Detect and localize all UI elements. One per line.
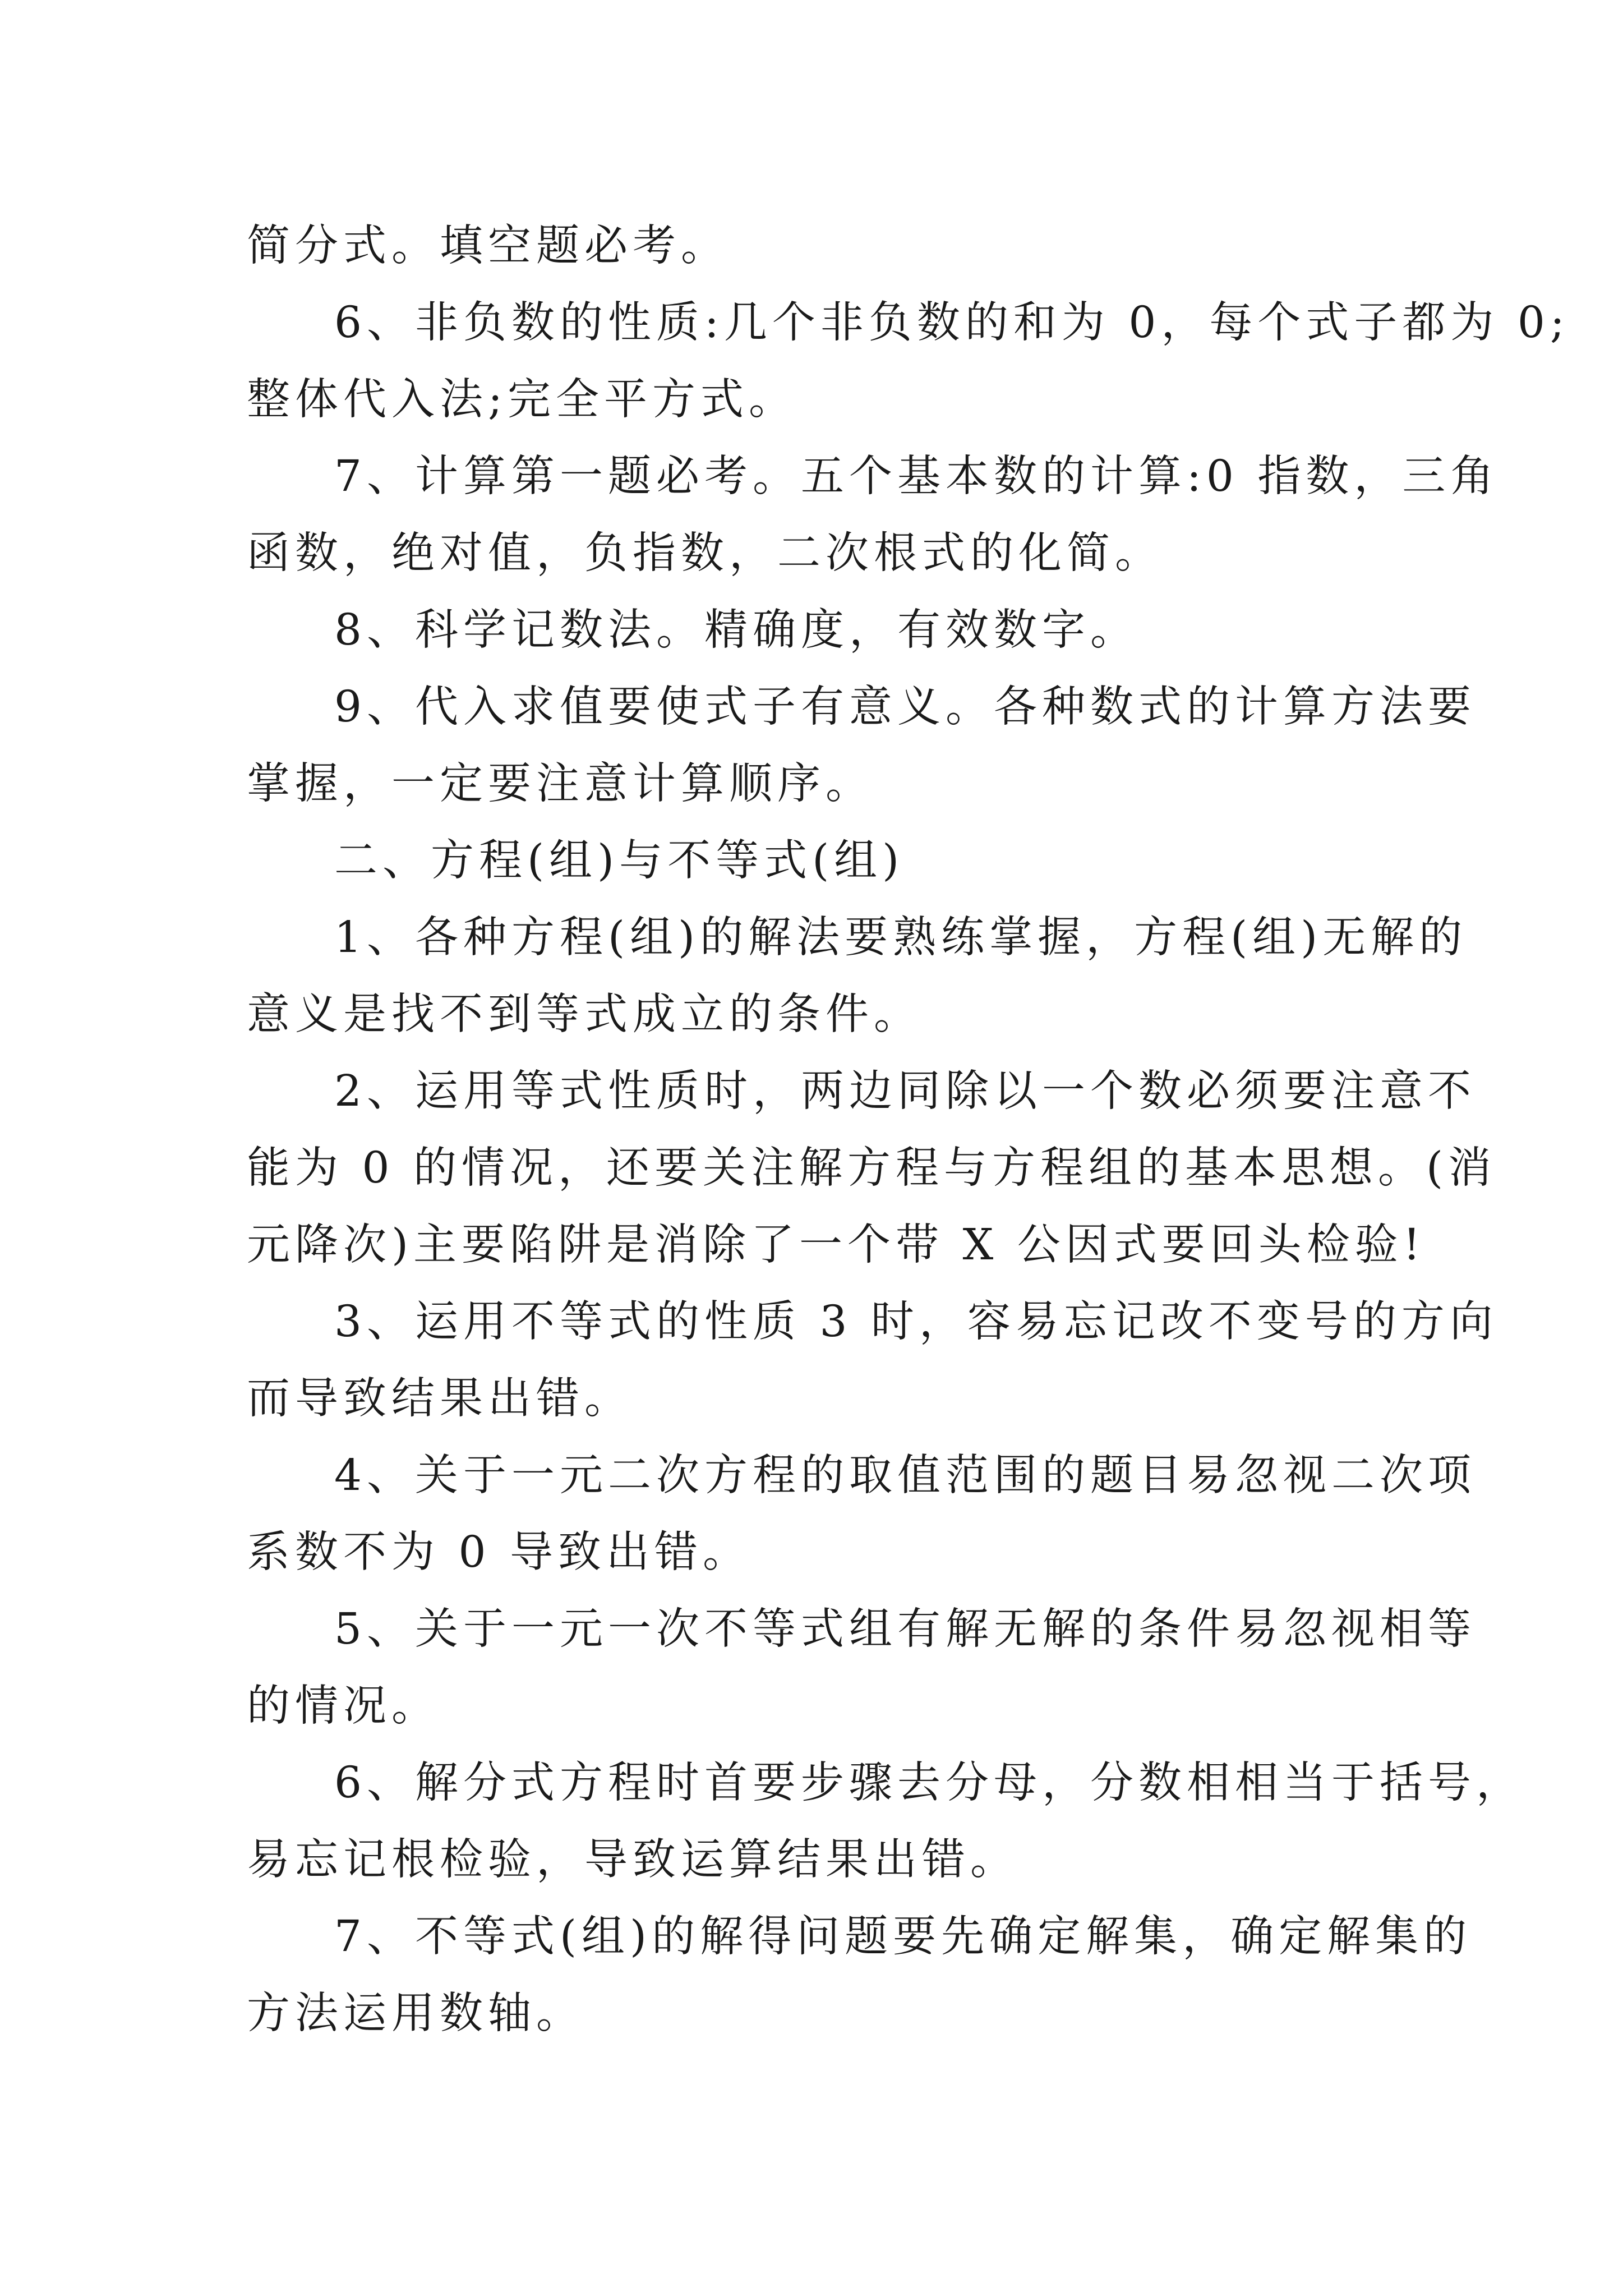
text-line: 3、运用不等式的性质 3 时，容易忘记改不变号的方向 [334, 1297, 1498, 1347]
text-line: 二、方程(组)与不等式(组) [334, 836, 905, 886]
paragraph [247, 208, 1391, 284]
document-body [247, 208, 1570, 2052]
text-line: 易忘记根检验，导致运算结果出错。 [247, 1835, 1018, 1885]
paragraph [247, 1898, 1472, 2052]
text-line: 函数，绝对值，负指数，二次根式的化简。 [247, 528, 1163, 578]
text-line: 4、关于一元二次方程的取值范围的题目易忽视二次项 [334, 1451, 1476, 1501]
paragraph [247, 822, 1391, 899]
paragraph [247, 1437, 1476, 1591]
text-line: 简分式。填空题必考。 [247, 221, 729, 271]
paragraph [247, 1591, 1476, 1745]
paragraph [247, 899, 1468, 1053]
text-line: 系数不为 0 导致出错。 [247, 1527, 751, 1577]
text-line: 7、计算第一题必考。五个基本数的计算:0 指数，三角 [334, 452, 1499, 501]
paragraph [247, 438, 1499, 592]
text-line: 9、代入求值要使式子有意义。各种数式的计算方法要 [334, 682, 1476, 732]
text-line: 整体代入法;完全平方式。 [247, 375, 797, 425]
text-line: 7、不等式(组)的解得问题要先确定解集，确定解集的 [334, 1912, 1472, 1962]
paragraph [247, 669, 1476, 822]
text-line: 6、非负数的性质:几个非负数的和为 0，每个式子都为 0; [334, 298, 1570, 348]
text-line: 方法运用数轴。 [247, 1989, 584, 2039]
text-line: 而导致结果出错。 [247, 1374, 633, 1424]
paragraph [247, 1053, 1496, 1283]
paragraph [247, 284, 1570, 438]
text-line: 能为 0 的情况，还要关注解方程与方程组的基本思想。(消 [247, 1143, 1496, 1193]
paragraph [247, 1283, 1498, 1437]
text-line: 1、各种方程(组)的解法要熟练掌握，方程(组)无解的 [334, 913, 1468, 963]
text-line: 掌握，一定要注意计算顺序。 [247, 759, 874, 809]
text-line: 2、运用等式性质时，两边同除以一个数必须要注意不 [334, 1066, 1476, 1116]
text-line: 5、关于一元一次不等式组有解无解的条件易忽视相等 [334, 1604, 1476, 1654]
text-line: 意义是找不到等式成立的条件。 [247, 990, 922, 1039]
text-line: 元降次)主要陷阱是消除了一个带 X 公因式要回头检验! [247, 1220, 1426, 1270]
paragraph [247, 592, 1391, 669]
text-line: 8、科学记数法。精确度，有效数字。 [334, 605, 1138, 655]
paragraph [247, 1745, 1524, 1898]
text-line: 的情况。 [247, 1681, 440, 1731]
text-line: 6、解分式方程时首要步骤去分母，分数相相当于括号， [334, 1758, 1524, 1808]
